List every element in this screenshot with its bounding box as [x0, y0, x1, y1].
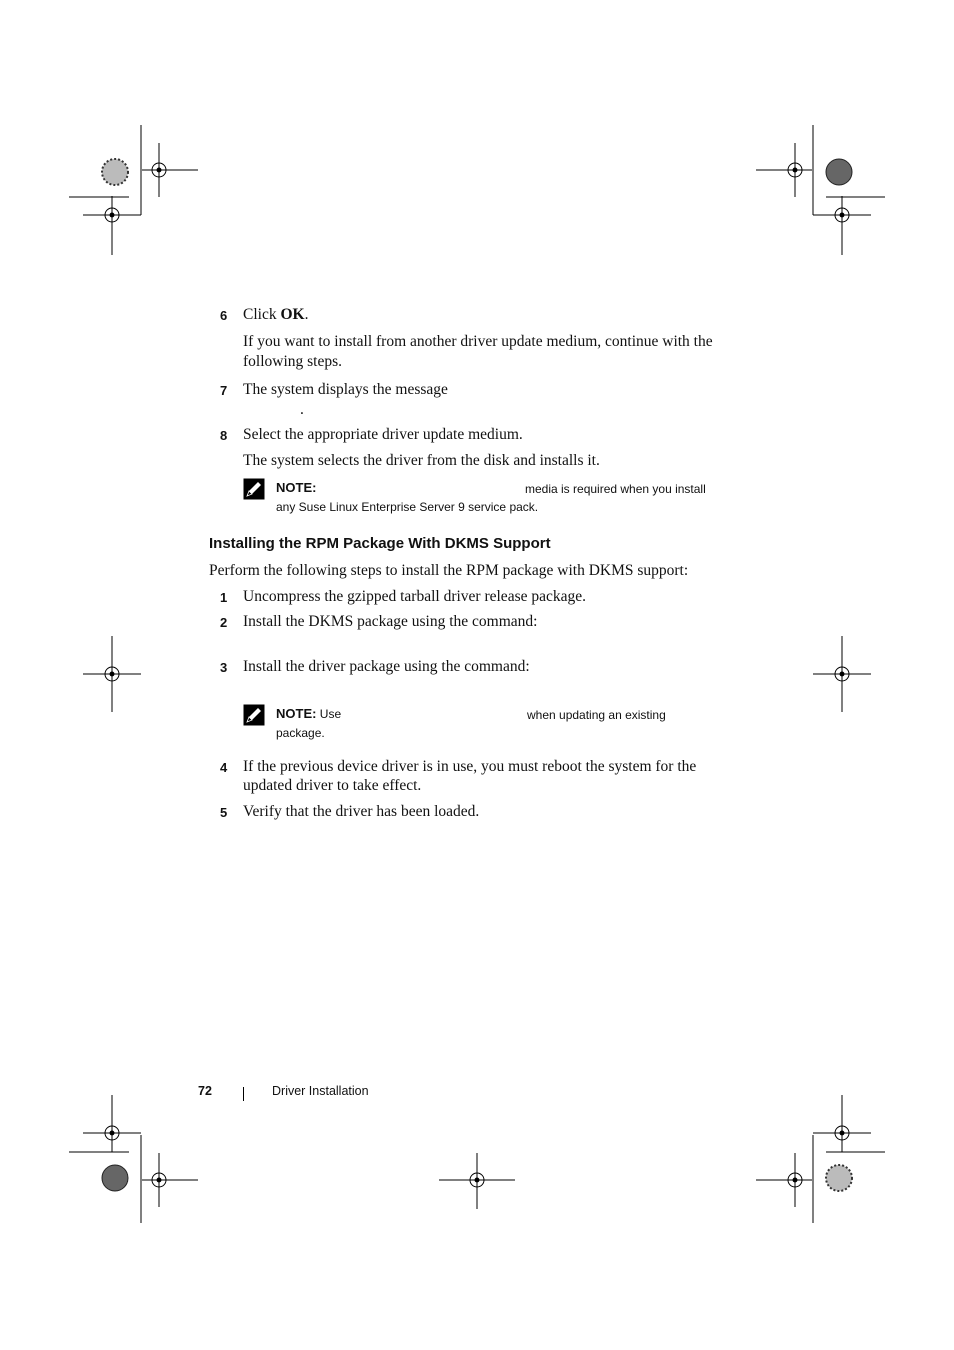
note-text: media is required when you install	[525, 482, 706, 496]
step-text: Click OK.	[243, 306, 309, 323]
step-text: Uncompress the gzipped tarball driver release package.	[243, 588, 586, 605]
step-number: 6	[220, 308, 228, 323]
step-text: Verify that the driver has been loaded.	[243, 803, 480, 820]
paragraph: Perform the following steps to install the RPM package with DKMS support:	[209, 562, 689, 579]
note-text: package.	[276, 726, 325, 740]
note-label: NOTE:	[276, 480, 317, 495]
note-text: when updating an existing	[527, 708, 666, 722]
step-number: 1	[220, 590, 228, 605]
step-number: 2	[220, 615, 228, 630]
step-number: 5	[220, 805, 228, 820]
section-heading: Installing the RPM Package With DKMS Support	[209, 535, 551, 552]
note-label: NOTE: Use	[276, 706, 342, 721]
step-text: The system displays the message	[243, 381, 448, 398]
step-text: Install the DKMS package using the command:	[243, 613, 538, 630]
step-text: If the previous device driver is in use, you must reboot the system for the	[243, 758, 697, 775]
step-text: Select the appropriate driver update medium.	[243, 426, 523, 443]
step-text: updated driver to take effect.	[243, 777, 422, 794]
note-pencil-icon	[243, 704, 265, 726]
note-pencil-icon	[243, 478, 265, 500]
step-number: 8	[220, 428, 228, 443]
note-text: any Suse Linux Enterprise Server 9 service pack.	[276, 500, 539, 514]
page-number: 72	[198, 1084, 212, 1098]
step-text: Install the driver package using the command:	[243, 658, 530, 675]
paragraph: The system selects the driver from the disk and installs it.	[243, 452, 600, 469]
period-mark: .	[300, 401, 304, 418]
step-number: 7	[220, 383, 228, 398]
step-number: 3	[220, 660, 228, 675]
paragraph: If you want to install from another driver update medium, continue with the following steps.	[243, 333, 713, 370]
footer-section-title: Driver Installation	[272, 1084, 369, 1098]
ok-label: OK	[280, 306, 305, 323]
step-number: 4	[220, 760, 228, 775]
footer-divider	[243, 1087, 244, 1101]
